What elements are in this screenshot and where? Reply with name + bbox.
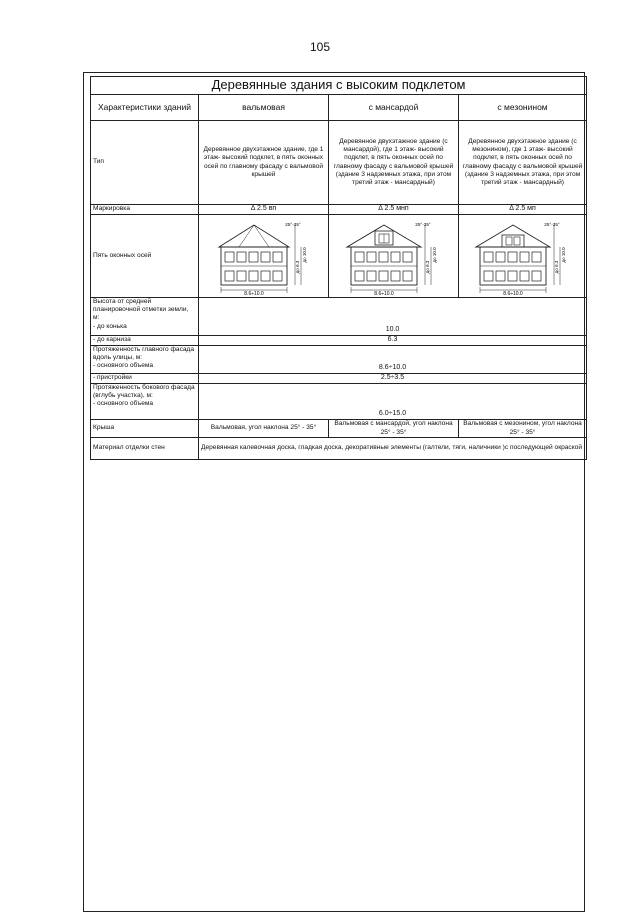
col-header-hipped: вальмовая <box>199 95 329 121</box>
type-row <box>91 121 587 205</box>
page-number: 105 <box>309 40 331 54</box>
dim-angle: 25°-35° <box>284 222 301 227</box>
col-header-characteristics: Характеристики зданий <box>91 95 199 121</box>
col-header-mansard: с мансардой <box>329 95 459 121</box>
roof-mezzanine: Вальмовая с мезонином, угол наклона 25° - 35° <box>459 420 587 438</box>
dim-ridge: до 10.0 <box>301 247 307 263</box>
main-length-label <box>91 346 199 374</box>
mezzanine-house-drawing <box>468 217 578 295</box>
side-length-row <box>91 384 587 420</box>
main-length-label-volume: - основного объема <box>93 362 154 370</box>
axes-label: Пять оконных осей <box>91 215 199 298</box>
annex-row <box>91 374 587 384</box>
main-length-value: 8.6÷10.0 <box>199 346 587 374</box>
dim-ridge: до 10.0 <box>560 247 566 263</box>
material-value: Деревянная калевочная доска, гладкая доска, декоративные элементы (галтели, тяги, наличники )с последующей окраской <box>199 438 587 460</box>
main-length-row <box>91 346 587 374</box>
marking-row <box>91 205 587 215</box>
height-label-main: Высота от средней планировочной отметки земли, м: <box>93 298 189 322</box>
dim-cornice: до 6.3 <box>553 260 559 274</box>
title-row <box>91 77 587 95</box>
dim-angle: 25°-35° <box>414 222 431 227</box>
dim-width: 8.6÷10.0 <box>373 291 394 295</box>
cornice-label: - до карниза <box>91 336 199 346</box>
annex-value: 2.5÷3.5 <box>199 374 587 384</box>
header-row <box>91 95 587 121</box>
dim-ridge: до 10.0 <box>431 247 437 263</box>
drawing-hipped-cell <box>199 215 329 298</box>
dim-cornice: до 6.3 <box>294 260 300 274</box>
dim-cornice: до 6.3 <box>424 260 430 274</box>
mansard-house-drawing <box>339 217 449 295</box>
side-length-value: 6.0÷15.0 <box>199 384 587 420</box>
type-label: Тип <box>91 121 199 205</box>
dim-width: 8.6÷10.0 <box>243 291 264 295</box>
buildings-table <box>90 76 587 460</box>
height-label <box>91 298 199 336</box>
roof-row <box>91 420 587 438</box>
roof-hipped: Вальмовая, угол наклона 25° - 35° <box>199 420 329 438</box>
roof-mansard: Вальмовая с мансардой, угол наклона 25° - 35° <box>329 420 459 438</box>
roof-label: Крыша <box>91 420 199 438</box>
height-label-ridge: - до конька <box>93 322 127 330</box>
main-length-label-main: Протяженность главного фасада вдоль улицы, м: <box>93 346 195 362</box>
drawing-mezzanine-cell <box>459 215 587 298</box>
cornice-row <box>91 336 587 346</box>
material-row <box>91 438 587 460</box>
type-mansard: Деревянное двухэтажное здание (с мансардой), где 1 этаж- высокий подклет, в пять оконных осей по главному фасаду с вальмовой крышей (здание 3 надземных этажа, при этом третий этаж - мансардный) <box>329 121 459 205</box>
side-length-label <box>91 384 199 420</box>
side-length-label-main: Протяженность бокового фасада (вглубь участка), м: <box>93 384 195 400</box>
marking-hipped: Δ 2.5 вп <box>199 205 329 215</box>
drawing-mansard-cell <box>329 215 459 298</box>
cornice-value: 6.3 <box>199 336 587 346</box>
hipped-house-drawing <box>209 217 319 295</box>
height-ridge-value: 10.0 <box>199 298 587 336</box>
annex-label: - пристройки <box>91 374 199 384</box>
table-title: Деревянные здания с высоким подклетом <box>91 77 587 95</box>
height-ridge-row <box>91 298 587 336</box>
marking-mansard: Δ 2.5 мнп <box>329 205 459 215</box>
type-mezzanine: Деревянное двухэтажное здание (с мезонином), где 1 этаж- высокий подклет, в пять оконных осей по главному фасаду с вальмовой крышей (здание 3 надземных этажа, при этом третий этаж - мансардный) <box>459 121 587 205</box>
material-label: Материал отделки стен <box>91 438 199 460</box>
marking-mezzanine: Δ 2.5 мп <box>459 205 587 215</box>
dim-width: 8.6÷10.0 <box>502 291 523 295</box>
col-header-mezzanine: с мезонином <box>459 95 587 121</box>
type-hipped: Деревянное двухэтажное здание, где 1 этаж- высокий подклет, в пять оконных осей по главному фасаду с вальмовой крышей <box>199 121 329 205</box>
dim-angle: 25°-35° <box>543 222 560 227</box>
drawing-row <box>91 215 587 298</box>
marking-label: Маркировка <box>91 205 199 215</box>
side-length-label-volume: - основного объема <box>93 400 154 408</box>
